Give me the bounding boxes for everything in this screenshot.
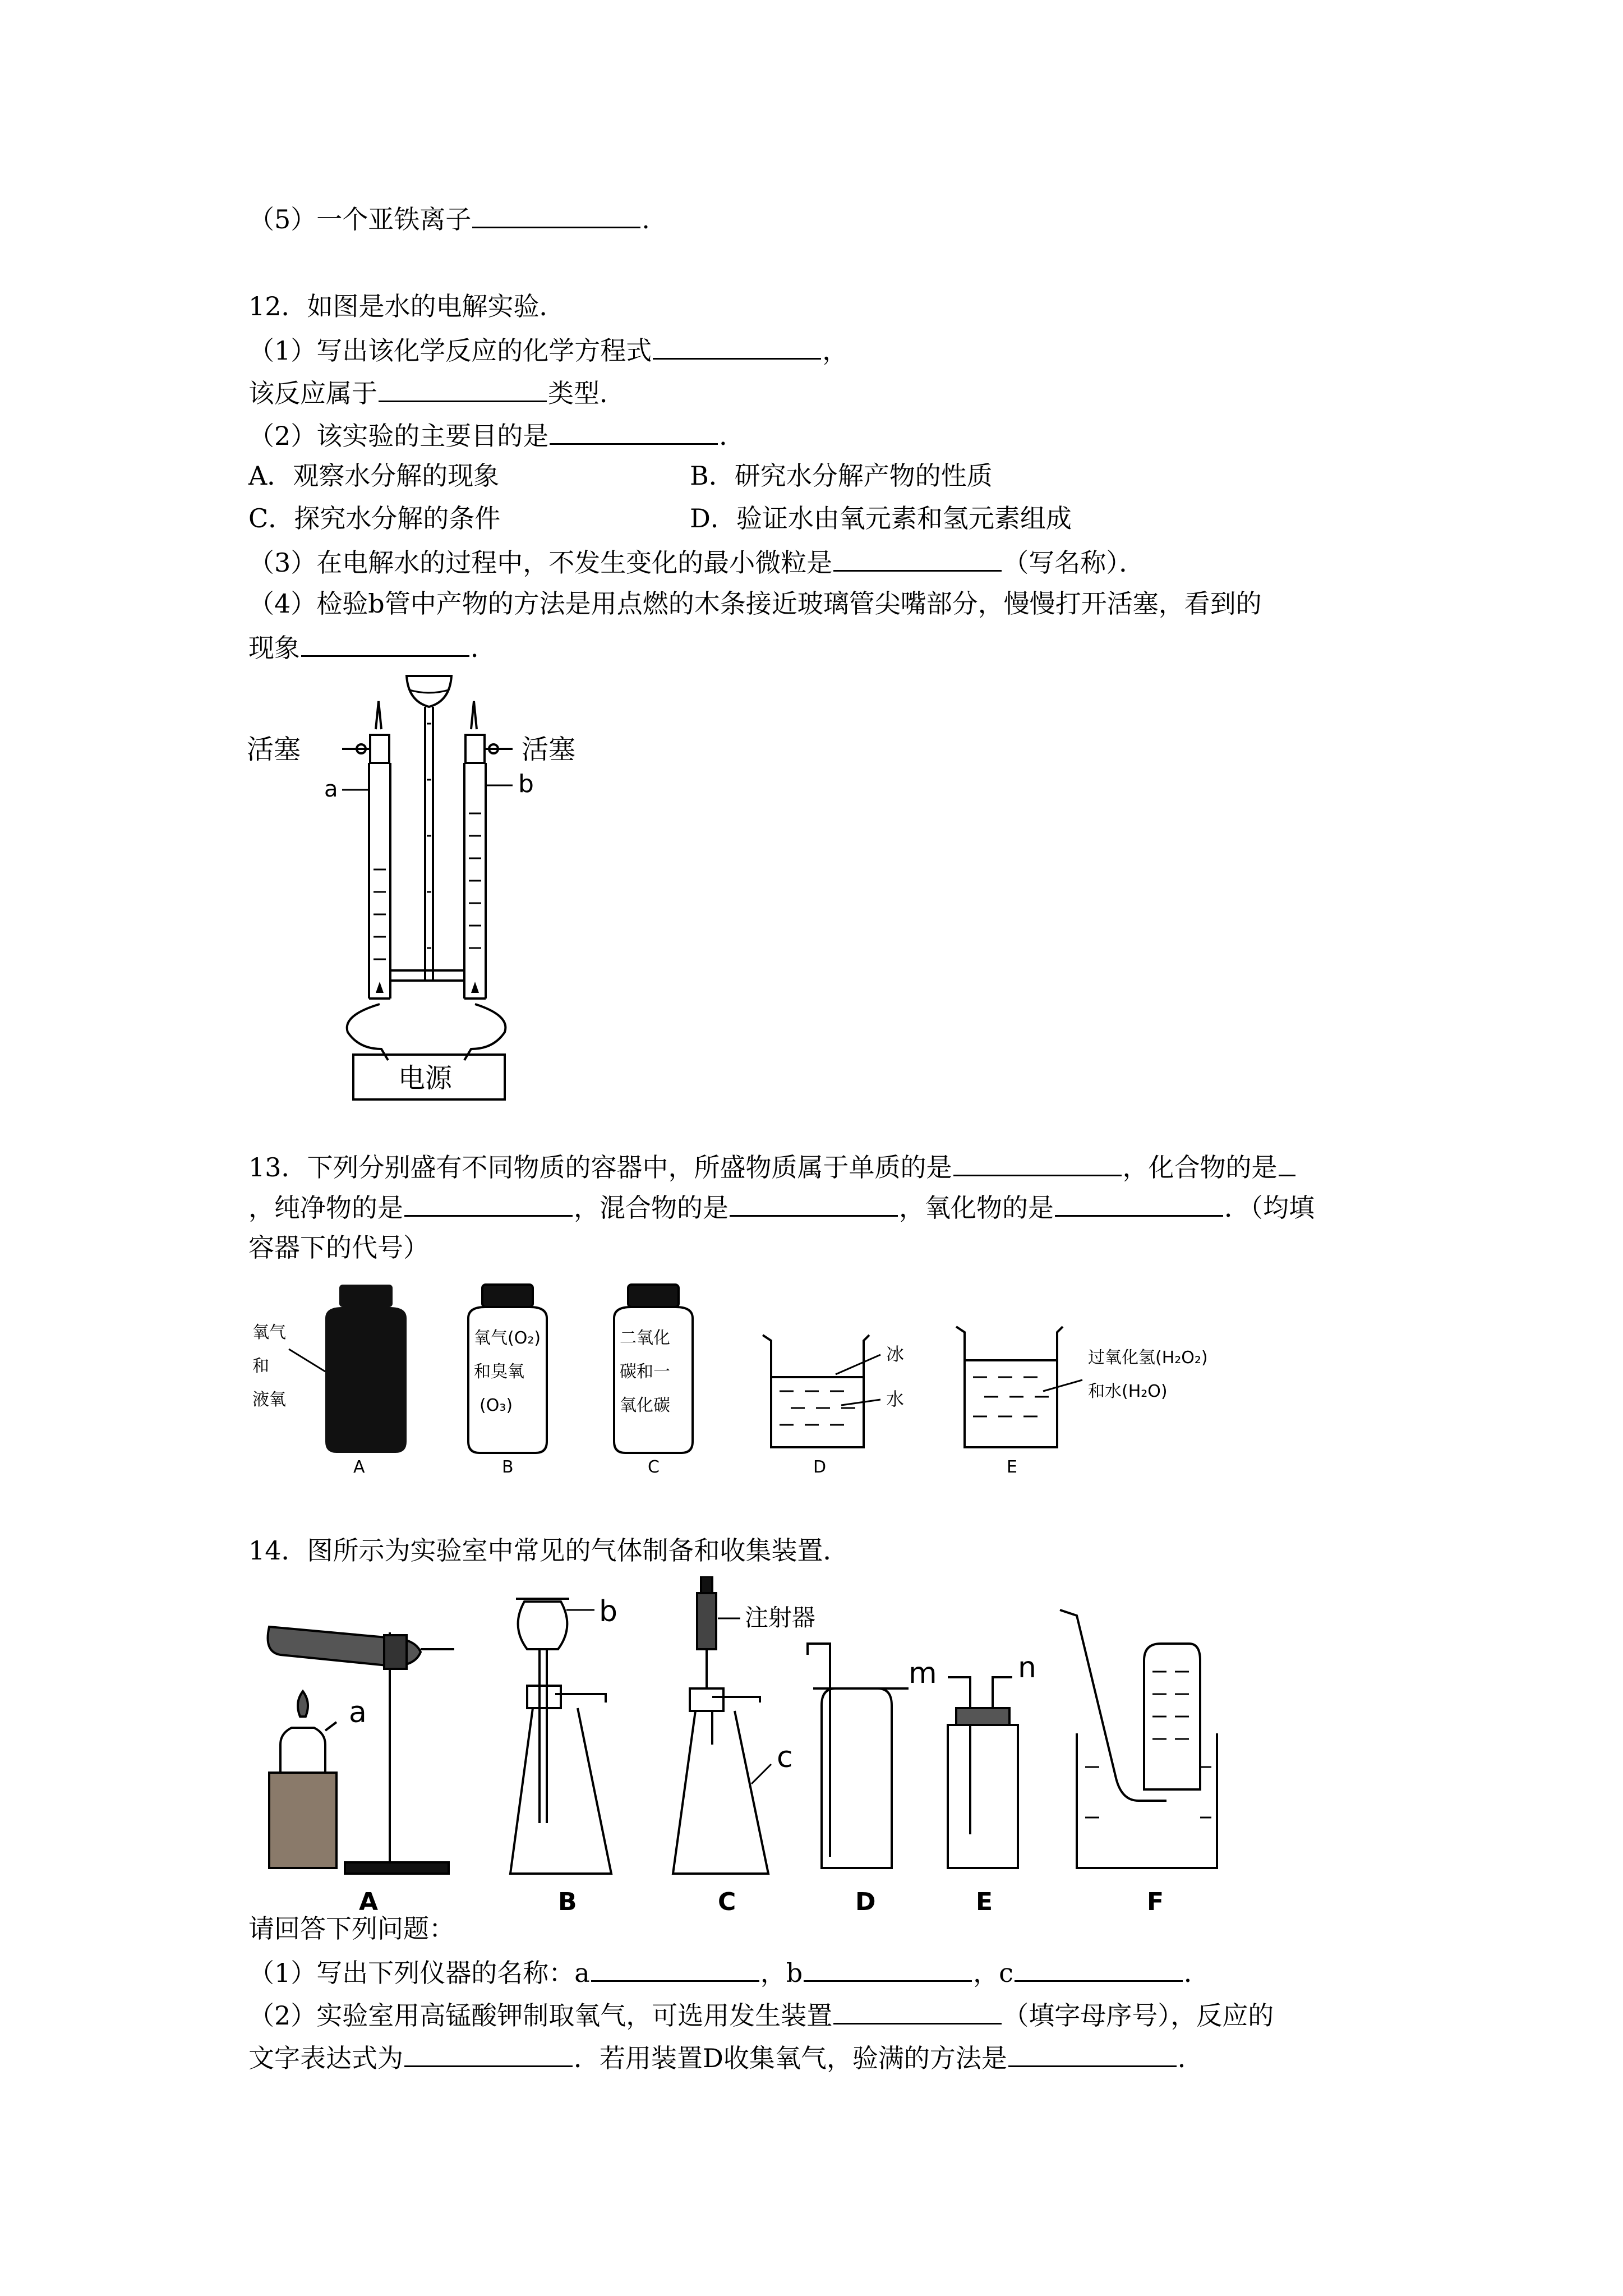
q14-p2-text: （填字母序号），反应的 — [1003, 2000, 1274, 2031]
punct: ． — [719, 421, 745, 451]
q13-text: ．（均填 — [1224, 1193, 1315, 1223]
electrode-left — [376, 982, 384, 993]
e-side-text: 过氧化氢(H₂O₂) — [1088, 1348, 1208, 1368]
answer-blank[interactable] — [804, 1955, 972, 1982]
container-label-d: D — [813, 1457, 827, 1477]
q12-part2 — [248, 418, 745, 452]
left-tip — [376, 701, 381, 729]
q13-line2 — [248, 1190, 1315, 1223]
punct: 类型． — [548, 378, 625, 408]
a-side-text: 和 — [252, 1356, 269, 1376]
a-side-text: 液氧 — [252, 1390, 286, 1410]
q14-p2-text: 文字表达式为 — [248, 2043, 403, 2073]
q13-text: ，氧化物的是 — [899, 1193, 1054, 1223]
answer-blank[interactable] — [404, 2041, 573, 2067]
apparatus-f — [1060, 1610, 1217, 1868]
punct: （写名称）． — [1003, 547, 1145, 578]
apparatus-e — [948, 1677, 1018, 1868]
apparatus-label-c: C — [718, 1888, 736, 1913]
answer-blank[interactable] — [1015, 1955, 1183, 1982]
power-label: 电源 — [398, 1062, 453, 1094]
q12-p2-text: （2）该实验的主要目的是 — [248, 421, 549, 451]
tube-b-label: b — [518, 770, 534, 798]
q12-option-b[interactable]: B．研究水分解产物的性质 — [690, 461, 993, 491]
apparatus-label-e: E — [976, 1888, 993, 1913]
q13-text: ，混合物的是 — [574, 1193, 728, 1223]
answer-blank[interactable] — [730, 1190, 898, 1217]
answer-blank[interactable] — [1055, 1190, 1223, 1217]
q12-part3 — [248, 545, 1145, 578]
punct: ． — [471, 633, 496, 663]
q14-part1 — [248, 1955, 1210, 1989]
e-side-text: 和水(H₂O) — [1088, 1382, 1168, 1401]
answer-blank[interactable] — [833, 545, 1002, 572]
q14-title: 14．图所示为实验室中常见的气体制备和收集装置． — [248, 1535, 849, 1566]
c-text: 碳和一 — [620, 1362, 670, 1382]
q14-p1-text: （1）写出下列仪器的名称：a — [248, 1958, 590, 1988]
label-a: a — [349, 1696, 367, 1729]
label-syringe: 注射器 — [745, 1604, 816, 1631]
stopcock-label-right: 活塞 — [522, 734, 576, 765]
apparatus-a — [268, 1627, 455, 1874]
container-e — [956, 1327, 1063, 1447]
q12-part1-line2 — [248, 376, 625, 409]
q12-option-a[interactable]: A．观察水分解的现象 — [248, 461, 500, 491]
answer-blank[interactable] — [404, 1190, 573, 1217]
label-m: m — [909, 1657, 937, 1690]
electrolysis-apparatus-figure — [241, 668, 634, 1105]
punct: . — [642, 204, 650, 234]
q14-p1-text: ，c — [973, 1958, 1013, 1988]
answer-blank[interactable] — [653, 333, 821, 360]
q11-5-line — [248, 202, 650, 235]
punct: ． — [1177, 2043, 1204, 2073]
q14-prompt: 请回答下列问题： — [248, 1913, 455, 1944]
b-text: (O₃) — [479, 1396, 513, 1415]
c-text: 二氧化 — [620, 1328, 670, 1348]
q13-text: 13．下列分别盛有不同物质的容器中，所盛物质属于单质的是 — [248, 1152, 952, 1182]
label-n: n — [1018, 1651, 1036, 1685]
label-c: c — [777, 1741, 793, 1774]
answer-blank[interactable] — [379, 376, 547, 402]
q12-option-d[interactable]: D．验证水由氧元素和氢元素组成 — [690, 503, 1072, 533]
q14-p2-text: （2）实验室用高锰酸钾制取氧气，可选用发生装置 — [248, 2000, 833, 2031]
f-water-dashes — [1085, 1672, 1211, 1818]
punct: ， — [822, 335, 849, 366]
punct: ． — [1183, 1958, 1210, 1988]
apparatus-label-f: F — [1147, 1888, 1164, 1913]
tube-a-label: a — [324, 776, 338, 802]
container-label-e: E — [1007, 1457, 1017, 1477]
containers-figure — [247, 1279, 1267, 1481]
q12-part1-line1 — [248, 333, 848, 366]
q12-option-c[interactable]: C．探究水分解的条件 — [248, 503, 501, 533]
c-text: 氧化碳 — [620, 1396, 670, 1415]
q13-line3: 容器下的代号） — [248, 1232, 429, 1263]
answer-blank[interactable] — [1008, 2041, 1177, 2067]
d-water-dashes — [780, 1391, 855, 1425]
d-side-text: 冰 — [886, 1343, 905, 1365]
container-label-b: B — [502, 1457, 514, 1477]
apparatus-b — [510, 1599, 611, 1874]
answer-blank[interactable] — [833, 1998, 1002, 2024]
apparatus-label-d: D — [855, 1888, 876, 1913]
q12-p1-text: （1）写出该化学反应的化学方程式 — [248, 335, 652, 366]
q13-text: ，纯净物的是 — [248, 1193, 403, 1223]
container-label-c: C — [648, 1457, 660, 1477]
q14-p1-text: ，b — [760, 1958, 803, 1988]
answer-blank[interactable] — [1279, 1150, 1295, 1176]
q11-5-text: （5）一个亚铁离子 — [248, 204, 472, 234]
label-b: b — [599, 1595, 618, 1628]
q14-p2-text: ．若用装置D收集氧气，验满的方法是 — [574, 2043, 1007, 2073]
b-text: 和臭氧 — [474, 1362, 524, 1382]
q12-part4-line1: （4）检验b管中产物的方法是用点燃的木条接近玻璃管尖嘴部分，慢慢打开活塞，看到的 — [248, 588, 1262, 619]
gas-apparatus-figure — [247, 1576, 1312, 1913]
q12-p3-text: （3）在电解水的过程中，不发生变化的最小微粒是 — [248, 547, 833, 578]
q12-p4b-text: 现象 — [248, 633, 300, 663]
q14-part2-line1 — [248, 1998, 1274, 2031]
apparatus-label-a: A — [359, 1888, 379, 1913]
q13-line1 — [248, 1150, 1297, 1183]
answer-blank[interactable] — [301, 631, 469, 657]
electrode-right — [471, 982, 479, 993]
b-text: 氧气(O₂) — [474, 1328, 541, 1348]
q12-p1b-text: 该反应属于 — [248, 378, 377, 408]
container-a — [252, 1285, 407, 1477]
answer-blank[interactable] — [550, 418, 718, 445]
container-label-a: A — [353, 1457, 365, 1477]
q13-text: ，化合物的是 — [1122, 1152, 1278, 1182]
stopcock-label-left: 活塞 — [247, 734, 301, 765]
q12-part4-line2 — [248, 631, 496, 664]
apparatus-d — [808, 1644, 909, 1868]
d-side-text: 水 — [886, 1388, 905, 1410]
apparatus-label-b: B — [558, 1888, 577, 1913]
answer-blank[interactable] — [472, 202, 640, 228]
answer-blank[interactable] — [953, 1150, 1122, 1176]
q12-title: 12．如图是水的电解实验． — [248, 291, 565, 321]
q14-part2-line2 — [248, 2041, 1204, 2074]
e-water-dashes — [973, 1377, 1049, 1416]
right-tip — [471, 701, 477, 729]
answer-blank[interactable] — [591, 1955, 759, 1982]
a-side-text: 氧气 — [252, 1323, 286, 1342]
